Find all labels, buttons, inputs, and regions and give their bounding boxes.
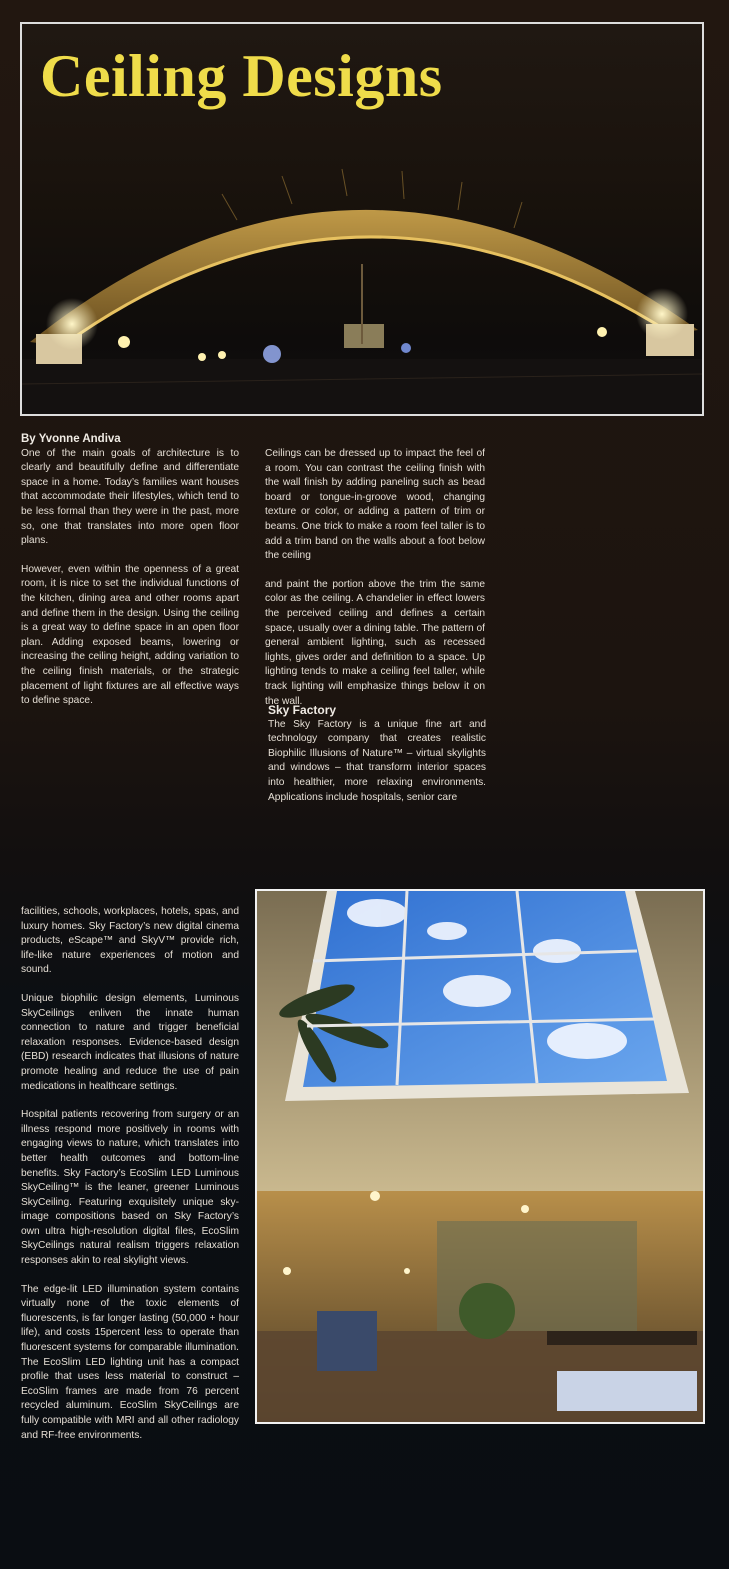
article-column-3 [21,905,239,1443]
sky-factory-section [268,703,486,805]
paragraph: Unique biophilic design elements, Luminous SkyCeilings enliven the innate human connection to nature and trigger beneficial relaxation responses. Evidence-based design (EBD) research indicates that illusions of nature promote healing and reduce the use of pain medications in healthcare settings. [21,992,239,1092]
author-byline: By Yvonne Andiva [21,433,121,445]
paragraph: Hospital patients recovering from surgery or an illness respond more positively in rooms with engaging views to nature, which translates into better health outcomes and bottom-line benefits. Sky Factory’s EcoSlim LED Luminous SkyCeiling™ is the leaner, greener Luminous SkyCeiling. Featuring exquisitely unique sky-image compositions based on Sky Factory’s own ultra high-resolution digital files, EcoSlim SkyCeilings natural realism triggers relaxation responses akin to real skylight views. [21,1109,239,1267]
page-title: Ceiling Designs [40,43,443,109]
paragraph: Ceilings can be dressed up to impact the feel of a room. You can contrast the ceiling finish with the wall finish by adding paneling such as bead board or tongue-in-groove wood, changing texture or color, or adding a pattern of trim or beams. One trick to make a room feel taller is to add a trim band on the walls about a foot below the ceiling [265,448,485,562]
hero-photo [20,22,704,416]
paragraph: However, even within the openness of a great room, it is nice to set the individual functions of the kitchen, dining area and other rooms apart and define them in the design. Using the ceiling is a great way to define space in an open floor plan. Adding exposed beams, lowering or increasing the ceiling height, adding variation to the ceiling finish materials, or the strategic placement of light fixtures are all effective ways to define space. [21,563,239,707]
paragraph: facilities, schools, workplaces, hotels, spas, and luxury homes. Sky Factory’s new digital cinema products, eScape™ and SkyV™ provide rich, life-like nature experiences of motion and sound. [21,906,239,976]
skyceiling-illustration [257,891,703,1422]
paragraph: One of the main goals of architecture is to clearly and beautifully define and differentiate space in a home. Today’s families want houses that accommodate their lifestyles, which tend to be less formal than they were in the past, more so, one that translates into more open floor plans. [21,447,239,547]
paragraph: The Sky Factory is a unique fine art and technology company that creates realistic Biophilic Illusions of Nature™ – virtual skylights and windows – that transform interior spaces into healthier, more relaxing environments. Applications include hospitals, senior care [268,718,486,803]
article-column-1 [21,432,239,709]
article-column-2 [265,447,485,709]
paragraph: and paint the portion above the trim the same color as the ceiling. A chandelier in effect lowers the perceived ceiling and defines a certain space, usually over a dining table. The pattern of general ambient lighting, such as recessed lights, gives order and definition to a space. Up lighting tends to make a ceiling feel taller, while track lighting will emphasize things below it on the wall. [265,578,485,707]
section-heading: Sky Factory [268,703,337,717]
skyceiling-photo [255,889,705,1424]
paragraph: The edge-lit LED illumination system contains virtually none of the toxic elements of fluorescents, is far longer lasting (50,000 + hour life), and costs 15percent less to operate than fluorescent systems for comparable illumination. The EcoSlim LED lighting unit has a compact profile that uses less material to construct – EcoSlim frames are made from 76 percent recycled aluminum. EcoSlim SkyCeilings are fully compatible with MRI and all other radiology and RF-free environments. [21,1283,239,1441]
